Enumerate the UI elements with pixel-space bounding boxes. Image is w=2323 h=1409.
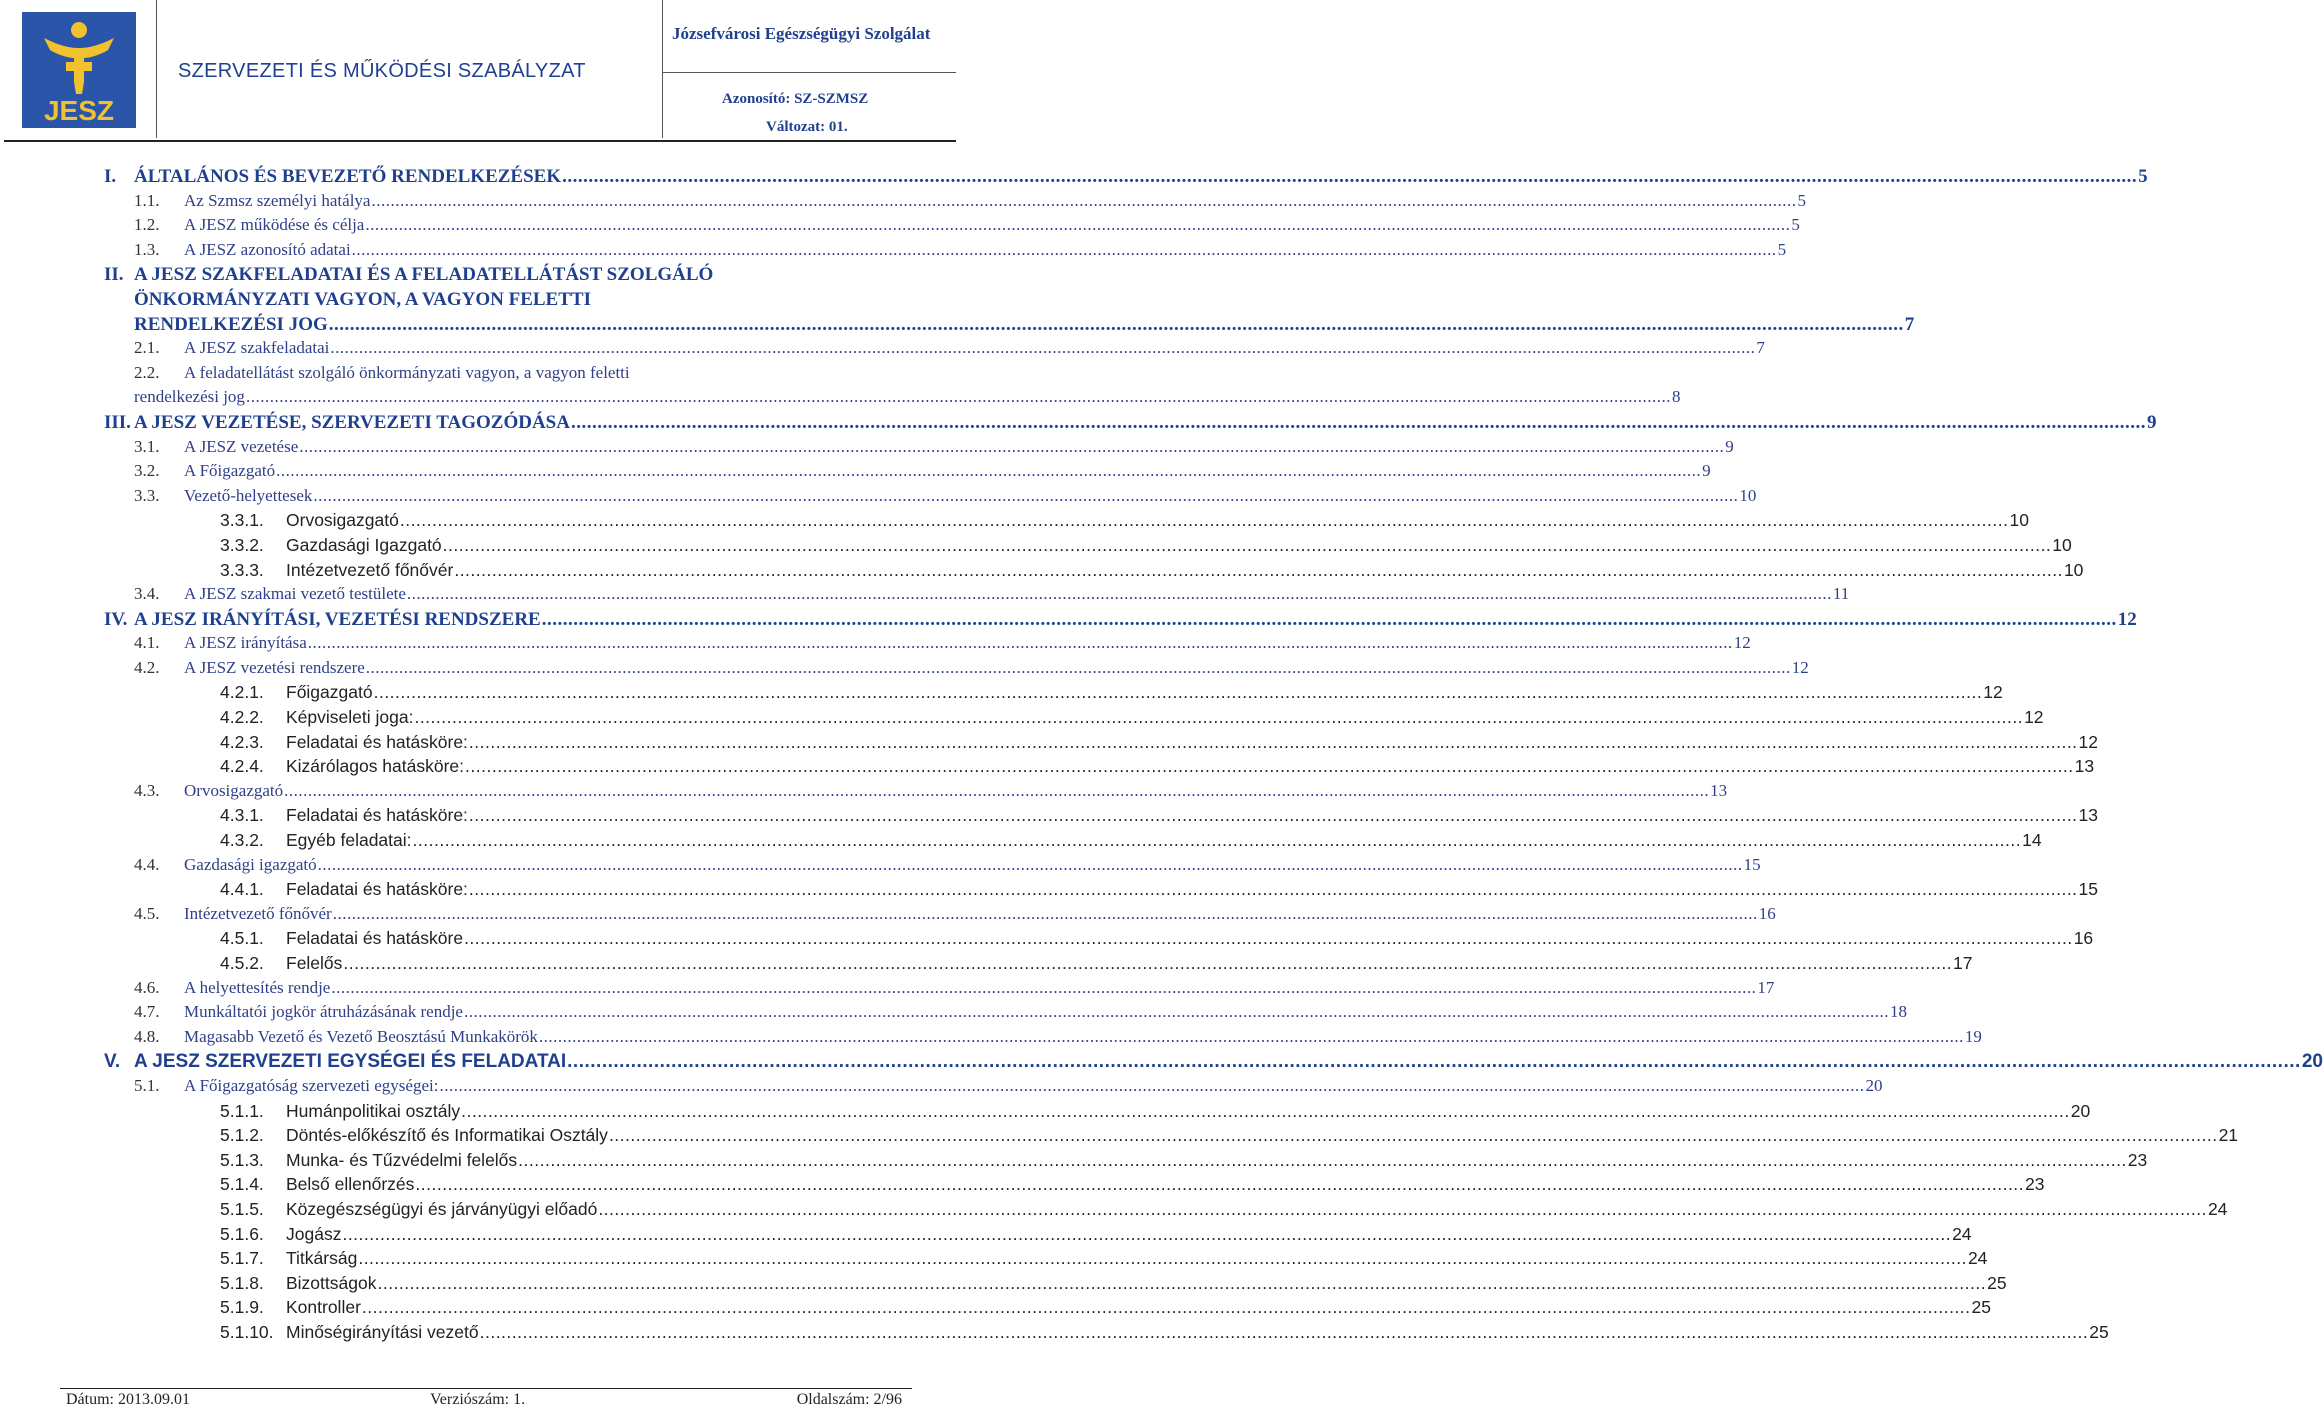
toc-entry[interactable] xyxy=(0,780,1728,806)
toc-entry-title: rendelkezési jog xyxy=(134,387,245,407)
toc-entry[interactable] xyxy=(0,928,2094,953)
toc-leader-dots: ............................................................................................................................................................................................................................................................................................................ xyxy=(598,1198,2207,1219)
toc-entry-page: 12 xyxy=(2024,707,2044,728)
toc-entry[interactable] xyxy=(0,190,1806,216)
toc-leader-dots: ............................................................................................................................................................................................................................................................................................................ xyxy=(377,1272,1987,1293)
toc-entry[interactable] xyxy=(0,953,1973,978)
toc-entry-number: 3.3. xyxy=(134,485,160,505)
toc-entry[interactable] xyxy=(0,166,2148,191)
toc-entry[interactable] xyxy=(0,1174,2045,1199)
toc-leader-dots: ............................................................................................................................................................................................................................................................................................................ xyxy=(567,1051,2301,1073)
toc-entry-title: Munka- és Tűzvédelmi felelős xyxy=(286,1149,518,1170)
toc-leader-dots: ............................................................................................................................................................................................................................................................................................................ xyxy=(276,461,1702,481)
toc-entry-title: A JESZ vezetési rendszere xyxy=(184,657,365,677)
table-of-contents xyxy=(0,166,2323,1347)
toc-entry-page: 12 xyxy=(1791,657,1809,677)
document-version: Változat: 01. xyxy=(766,119,848,135)
toc-leader-dots: ............................................................................................................................................................................................................................................................................................................ xyxy=(415,1174,2025,1195)
toc-entry-number: 5.1.8. xyxy=(220,1272,264,1293)
toc-entry-title: Magasabb Vezető és Vezető Beosztású Munkakörök xyxy=(184,1026,538,1046)
toc-leader-dots: ............................................................................................................................................................................................................................................................................................................ xyxy=(399,510,2009,531)
page-footer xyxy=(60,1388,912,1408)
toc-entry[interactable] xyxy=(0,854,1761,880)
toc-entry-number: 2.1. xyxy=(134,338,160,358)
toc-entry-title: Feladatai és hatásköre: xyxy=(286,879,468,900)
toc-entry[interactable] xyxy=(0,608,2137,634)
toc-entry-number: 4.2. xyxy=(134,657,160,677)
toc-entry-number: 4.8. xyxy=(134,1026,160,1046)
toc-entry[interactable] xyxy=(0,977,1775,1003)
toc-entry-page: 12 xyxy=(2117,608,2137,630)
toc-leader-dots: ............................................................................................................................................................................................................................................................................................................ xyxy=(365,215,1791,235)
toc-entry-page: 20 xyxy=(2070,1100,2091,1121)
toc-entry-page: 5 xyxy=(2138,166,2148,187)
toc-entry-title: A Főigazgató xyxy=(184,461,276,481)
toc-leader-dots: ............................................................................................................................................................................................................................................................................................................ xyxy=(414,707,2024,728)
toc-entry[interactable] xyxy=(0,1051,2323,1076)
toc-entry-page: 16 xyxy=(2073,928,2094,949)
toc-entry[interactable] xyxy=(0,657,1809,683)
document-title: SZERVEZETI ÉS MŰKÖDÉSI SZABÁLYZAT xyxy=(178,60,586,82)
org-cell xyxy=(662,0,956,73)
toc-entry-title: Gazdasági igazgató xyxy=(184,854,317,874)
toc-entry-number: 5.1.3. xyxy=(220,1149,264,1170)
toc-entry[interactable] xyxy=(0,1198,2228,1224)
toc-leader-dots: ............................................................................................................................................................................................................................................................................................................ xyxy=(358,1248,1967,1269)
toc-entry[interactable] xyxy=(0,510,2029,535)
toc-entry-page: 17 xyxy=(1757,977,1775,997)
toc-entry-title: A JESZ IRÁNYÍTÁSI, VEZETÉSI RENDSZERE xyxy=(134,608,541,630)
toc-entry[interactable] xyxy=(0,1321,2109,1347)
toc-entry-number: 5.1.4. xyxy=(220,1174,264,1195)
toc-entry-page: 11 xyxy=(1832,584,1850,604)
toc-entry-title: Orvosigazgató xyxy=(286,510,399,531)
toc-entry-number: IV. xyxy=(104,608,128,630)
toc-entry-title: Képviseleti joga: xyxy=(286,707,414,728)
toc-entry-page: 23 xyxy=(2025,1174,2045,1195)
toc-entry-page: 13 xyxy=(1710,780,1728,800)
toc-entry-title: ÁLTALÁNOS ÉS BEVEZETŐ RENDELKEZÉSEK xyxy=(134,166,562,187)
toc-leader-dots: ............................................................................................................................................................................................................................................................................................................ xyxy=(461,1100,2070,1121)
toc-entry-number: 5.1.9. xyxy=(220,1297,264,1318)
toc-entry-number: 4.3.1. xyxy=(220,805,264,826)
toc-entry-page: 9 xyxy=(2146,411,2157,433)
toc-entry-number: 1.2. xyxy=(134,215,160,235)
toc-entry-number: 4.2.2. xyxy=(220,707,264,728)
toc-entry-title: A feladatellátást szolgáló önkormányzati vagyon, a vagyon feletti xyxy=(184,362,630,382)
toc-entry-number: 5.1. xyxy=(134,1075,160,1095)
toc-leader-dots: ............................................................................................................................................................................................................................................................................................................ xyxy=(570,411,2146,433)
document-id: Azonosító: SZ-SZMSZ xyxy=(722,91,869,107)
toc-entry-number: 2.2. xyxy=(134,362,160,382)
toc-entry-title: A helyettesítés rendje xyxy=(184,977,331,997)
toc-entry[interactable] xyxy=(0,387,1681,412)
toc-entry-number: 5.1.7. xyxy=(220,1248,264,1269)
toc-entry-title: Jogász xyxy=(286,1223,342,1244)
toc-leader-dots: ............................................................................................................................................................................................................................................................................................................ xyxy=(342,1223,1952,1244)
toc-leader-dots: ............................................................................................................................................................................................................................................................................................................ xyxy=(331,977,1757,997)
toc-entry-page: 5 xyxy=(1797,190,1806,210)
toc-entry-number: 5.1.6. xyxy=(220,1223,264,1244)
toc-entry-page: 20 xyxy=(1865,1075,1883,1095)
toc-entry-page: 9 xyxy=(1702,461,1711,481)
toc-entry[interactable] xyxy=(0,264,960,289)
toc-leader-dots: ............................................................................................................................................................................................................................................................................................................ xyxy=(442,534,2052,555)
toc-entry-number: 5.1.1. xyxy=(220,1100,264,1121)
toc-leader-dots: ............................................................................................................................................................................................................................................................................................................ xyxy=(468,879,2078,900)
toc-entry-number: 5.1.10. xyxy=(220,1321,274,1342)
toc-entry-title: Egyéb feladatai: xyxy=(286,830,412,851)
toc-entry[interactable] xyxy=(0,879,2099,904)
organization-name: Józsefvárosi Egészségügyi Szolgálat xyxy=(672,24,931,43)
toc-entry[interactable] xyxy=(0,534,2072,560)
toc-entry[interactable] xyxy=(0,1100,2091,1126)
toc-entry-number: 3.3.2. xyxy=(220,534,264,555)
toc-entry-page: 15 xyxy=(1743,854,1761,874)
toc-entry-title: Közegészségügyi és járványügyi előadó xyxy=(286,1198,598,1219)
toc-entry-number: III. xyxy=(104,411,131,433)
toc-entry-title: Gazdasági Igazgató xyxy=(286,534,442,555)
toc-entry[interactable] xyxy=(0,584,1850,609)
toc-entry-number: 4.2.3. xyxy=(220,731,264,752)
toc-entry-page: 25 xyxy=(2089,1321,2109,1342)
toc-entry-title: Feladatai és hatásköre: xyxy=(286,731,468,752)
toc-entry-title: A JESZ azonosító adatai xyxy=(184,239,351,259)
footer-date: Dátum: 2013.09.01 xyxy=(66,1391,190,1408)
toc-entry-page: 13 xyxy=(2074,756,2095,777)
toc-entry-page: 12 xyxy=(1733,633,1751,653)
toc-entry-page: 10 xyxy=(1739,485,1757,505)
toc-entry-title: A JESZ szakfeladatai xyxy=(184,338,330,358)
toc-leader-dots: ............................................................................................................................................................................................................................................................................................................ xyxy=(351,239,1777,259)
toc-leader-dots: ............................................................................................................................................................................................................................................................................................................ xyxy=(343,953,1953,973)
toc-leader-dots: ............................................................................................................................................................................................................................................................................................................ xyxy=(468,805,2078,826)
toc-entry-number: 4.5.1. xyxy=(220,928,264,949)
toc-entry[interactable] xyxy=(0,1248,1988,1273)
toc-entry[interactable] xyxy=(0,1125,2239,1150)
toc-entry-title: Vezető-helyettesek xyxy=(184,485,313,505)
toc-leader-dots: ............................................................................................................................................................................................................................................................................................................ xyxy=(562,166,2138,187)
toc-entry-number: 1.3. xyxy=(134,239,160,259)
toc-entry-number: 3.3.3. xyxy=(220,559,264,580)
toc-leader-dots: ............................................................................................................................................................................................................................................................................................................ xyxy=(479,1321,2089,1342)
toc-leader-dots: ............................................................................................................................................................................................................................................................................................................ xyxy=(332,903,1758,923)
toc-leader-dots: ............................................................................................................................................................................................................................................................................................................ xyxy=(373,682,1983,703)
toc-entry-title: A JESZ SZAKFELADATAI ÉS A FELADATELLÁTÁST SZOLGÁLÓ xyxy=(134,264,714,286)
toc-entry-page: 10 xyxy=(2009,510,2029,531)
toc-entry-page: 18 xyxy=(1889,1002,1907,1022)
toc-leader-dots: ............................................................................................................................................................................................................................................................................................................ xyxy=(317,854,1743,874)
toc-entry-number: 3.3.1. xyxy=(220,510,264,531)
toc-entry-page: 9 xyxy=(1725,436,1734,456)
toc-entry[interactable] xyxy=(0,436,1734,462)
toc-entry[interactable] xyxy=(0,239,1787,265)
toc-entry-number: V. xyxy=(104,1051,121,1073)
toc-entry-title: Felelős xyxy=(286,953,343,973)
toc-entry[interactable] xyxy=(0,682,2003,707)
toc-entry-page: 7 xyxy=(1904,313,1915,335)
toc-entry-title: Humánpolitikai osztály xyxy=(286,1100,461,1121)
toc-entry-number: 5.1.2. xyxy=(220,1125,264,1146)
toc-leader-dots: ............................................................................................................................................................................................................................................................................................................ xyxy=(518,1149,2127,1170)
toc-entry-page: 24 xyxy=(2207,1198,2228,1219)
toc-entry-page: 10 xyxy=(2052,534,2072,555)
toc-entry-page: 16 xyxy=(1758,903,1776,923)
toc-entry[interactable] xyxy=(0,1272,2007,1298)
toc-entry[interactable] xyxy=(0,559,2084,585)
toc-entry-page: 17 xyxy=(1953,953,1973,973)
toc-leader-dots: ............................................................................................................................................................................................................................................................................................................ xyxy=(313,485,1739,505)
toc-entry-title: Orvosigazgató xyxy=(184,780,284,800)
toc-entry-title: A JESZ szakmai vezető testülete xyxy=(184,584,406,604)
toc-leader-dots: ............................................................................................................................................................................................................................................................................................................ xyxy=(454,559,2063,580)
toc-entry-page: 12 xyxy=(2078,731,2099,752)
footer-version: Verziószám: 1. xyxy=(430,1391,526,1408)
toc-entry-title: Belső ellenőrzés xyxy=(286,1174,415,1195)
toc-entry[interactable] xyxy=(0,1026,1982,1052)
toc-entry[interactable] xyxy=(0,1149,2148,1175)
toc-entry-page: 12 xyxy=(1983,682,2003,703)
toc-entry-title: Bizottságok xyxy=(286,1272,377,1293)
toc-entry[interactable] xyxy=(0,289,960,314)
page-header xyxy=(4,0,956,142)
toc-entry-page: 8 xyxy=(1671,387,1681,407)
footer-page-number: Oldalszám: 2/96 xyxy=(796,1391,902,1408)
toc-entry-page: 14 xyxy=(2022,830,2042,851)
jesz-logo xyxy=(22,12,136,128)
toc-leader-dots: ............................................................................................................................................................................................................................................................................................................ xyxy=(463,1002,1889,1022)
toc-entry[interactable] xyxy=(0,805,2099,830)
toc-leader-dots: ............................................................................................................................................................................................................................................................................................................ xyxy=(412,830,2022,851)
toc-entry-page: 24 xyxy=(1967,1248,1988,1269)
toc-leader-dots: ............................................................................................................................................................................................................................................................................................................ xyxy=(307,633,1733,653)
toc-entry-number: 4.2.4. xyxy=(220,756,264,777)
toc-entry-title: Intézetvezető főnővér xyxy=(286,559,454,580)
toc-entry-title: Döntés-előkészítő és Informatikai Osztály xyxy=(286,1125,608,1146)
toc-entry-number: 4.5.2. xyxy=(220,953,264,973)
toc-leader-dots: ............................................................................................................................................................................................................................................................................................................ xyxy=(330,338,1756,358)
toc-entry-title: A JESZ SZERVEZETI EGYSÉGEI ÉS FELADATAI xyxy=(134,1051,567,1073)
toc-entry-title: Főigazgató xyxy=(286,682,373,703)
toc-entry-number: 3.4. xyxy=(134,584,160,604)
toc-entry-number: I. xyxy=(104,166,117,187)
toc-leader-dots: ............................................................................................................................................................................................................................................................................................................ xyxy=(464,928,2073,949)
toc-entry-title: Az Szmsz személyi hatálya xyxy=(184,190,371,210)
toc-entry-number: 3.1. xyxy=(134,436,160,456)
toc-entry-title: RENDELKEZÉSI JOG xyxy=(134,313,328,335)
toc-entry-number: 3.2. xyxy=(134,461,160,481)
logo-cell xyxy=(4,0,157,138)
toc-entry[interactable] xyxy=(0,830,2042,855)
toc-entry-number: 4.2.1. xyxy=(220,682,264,703)
toc-entry-number: 4.6. xyxy=(134,977,160,997)
logo-text: JESZ xyxy=(43,95,115,126)
toc-entry[interactable] xyxy=(0,461,1711,486)
toc-leader-dots: ............................................................................................................................................................................................................................................................................................................ xyxy=(371,190,1797,210)
toc-entry-title: A JESZ VEZETÉSE, SZERVEZETI TAGOZÓDÁSA xyxy=(134,411,570,433)
toc-entry-number: 4.4.1. xyxy=(220,879,264,900)
toc-leader-dots: ............................................................................................................................................................................................................................................................................................................ xyxy=(284,780,1710,800)
title-cell xyxy=(156,0,663,138)
toc-entry-page: 5 xyxy=(1791,215,1800,235)
toc-entry-title: A JESZ működése és célja xyxy=(184,215,365,235)
toc-entry-title: Titkárság xyxy=(286,1248,358,1269)
toc-entry[interactable] xyxy=(0,707,2044,732)
toc-entry-page: 19 xyxy=(1964,1026,1982,1046)
toc-entry-page: 15 xyxy=(2078,879,2099,900)
toc-entry[interactable] xyxy=(0,313,1915,339)
toc-leader-dots: ............................................................................................................................................................................................................................................................................................................ xyxy=(328,313,1904,335)
toc-leader-dots: ............................................................................................................................................................................................................................................................................................................ xyxy=(439,1075,1865,1095)
toc-entry-page: 24 xyxy=(1952,1223,1972,1244)
meta-cell xyxy=(662,73,956,138)
toc-entry-number: 4.7. xyxy=(134,1002,160,1022)
toc-entry-title: Feladatai és hatásköre xyxy=(286,928,464,949)
toc-entry-page: 5 xyxy=(1777,239,1787,259)
toc-leader-dots: ............................................................................................................................................................................................................................................................................................................ xyxy=(365,657,1791,677)
toc-leader-dots: ............................................................................................................................................................................................................................................................................................................ xyxy=(299,436,1725,456)
toc-entry-title: ÖNKORMÁNYZATI VAGYON, A VAGYON FELETTI xyxy=(134,288,591,310)
toc-entry[interactable] xyxy=(0,731,2099,757)
toc-entry[interactable] xyxy=(0,338,1765,363)
toc-entry-title: A JESZ irányítása xyxy=(184,633,307,653)
toc-entry-page: 23 xyxy=(2127,1149,2148,1170)
toc-leader-dots: ............................................................................................................................................................................................................................................................................................................ xyxy=(406,584,1832,604)
toc-entry-page: 25 xyxy=(1987,1272,2007,1293)
toc-entry-title: Kontroller xyxy=(286,1297,361,1318)
toc-entry[interactable] xyxy=(0,485,1757,511)
toc-entry[interactable] xyxy=(0,363,960,388)
toc-entry-title: Intézetvezető főnővér xyxy=(184,903,332,923)
toc-leader-dots: ............................................................................................................................................................................................................................................................................................................ xyxy=(465,756,2074,777)
toc-entry-page: 10 xyxy=(2063,559,2084,580)
toc-entry[interactable] xyxy=(0,1297,1991,1322)
toc-leader-dots: ............................................................................................................................................................................................................................................................................................................ xyxy=(538,1026,1964,1046)
toc-leader-dots: ............................................................................................................................................................................................................................................................................................................ xyxy=(245,387,1671,407)
toc-entry-number: II. xyxy=(104,264,124,286)
toc-entry-page: 20 xyxy=(2301,1051,2323,1073)
toc-entry[interactable] xyxy=(0,633,1751,658)
toc-leader-dots: ............................................................................................................................................................................................................................................................................................................ xyxy=(608,1125,2218,1146)
toc-entry-number: 4.3. xyxy=(134,780,160,800)
toc-entry-page: 25 xyxy=(1971,1297,1991,1318)
toc-entry-page: 21 xyxy=(2218,1125,2239,1146)
toc-entry[interactable] xyxy=(0,756,2095,781)
toc-entry[interactable] xyxy=(0,1002,1907,1027)
toc-entry-title: Minőségirányítási vezető xyxy=(286,1321,479,1342)
toc-entry-page: 7 xyxy=(1756,338,1765,358)
toc-entry-number: 4.1. xyxy=(134,633,160,653)
toc-entry[interactable] xyxy=(0,411,2157,437)
toc-leader-dots: ............................................................................................................................................................................................................................................................................................................ xyxy=(468,731,2078,752)
toc-entry[interactable] xyxy=(0,1075,1883,1101)
toc-entry-page: 13 xyxy=(2078,805,2099,826)
toc-entry-title: Feladatai és hatásköre: xyxy=(286,805,468,826)
toc-entry-title: A Főigazgatóság szervezeti egységei: xyxy=(184,1075,439,1095)
toc-entry-number: 4.4. xyxy=(134,854,160,874)
toc-entry-number: 4.3.2. xyxy=(220,830,264,851)
toc-entry-number: 4.5. xyxy=(134,903,160,923)
toc-entry[interactable] xyxy=(0,215,1800,240)
toc-entry[interactable] xyxy=(0,903,1776,929)
toc-entry[interactable] xyxy=(0,1223,1972,1249)
toc-entry-title: Kizárólagos hatásköre: xyxy=(286,756,465,777)
toc-entry-title: Munkáltatói jogkör átruházásának rendje xyxy=(184,1002,463,1022)
toc-leader-dots: ............................................................................................................................................................................................................................................................................................................ xyxy=(541,608,2117,630)
toc-leader-dots: ............................................................................................................................................................................................................................................................................................................ xyxy=(361,1297,1971,1318)
toc-entry-number: 1.1. xyxy=(134,190,160,210)
toc-entry-number: 5.1.5. xyxy=(220,1198,264,1219)
toc-entry-title: A JESZ vezetése xyxy=(184,436,299,456)
